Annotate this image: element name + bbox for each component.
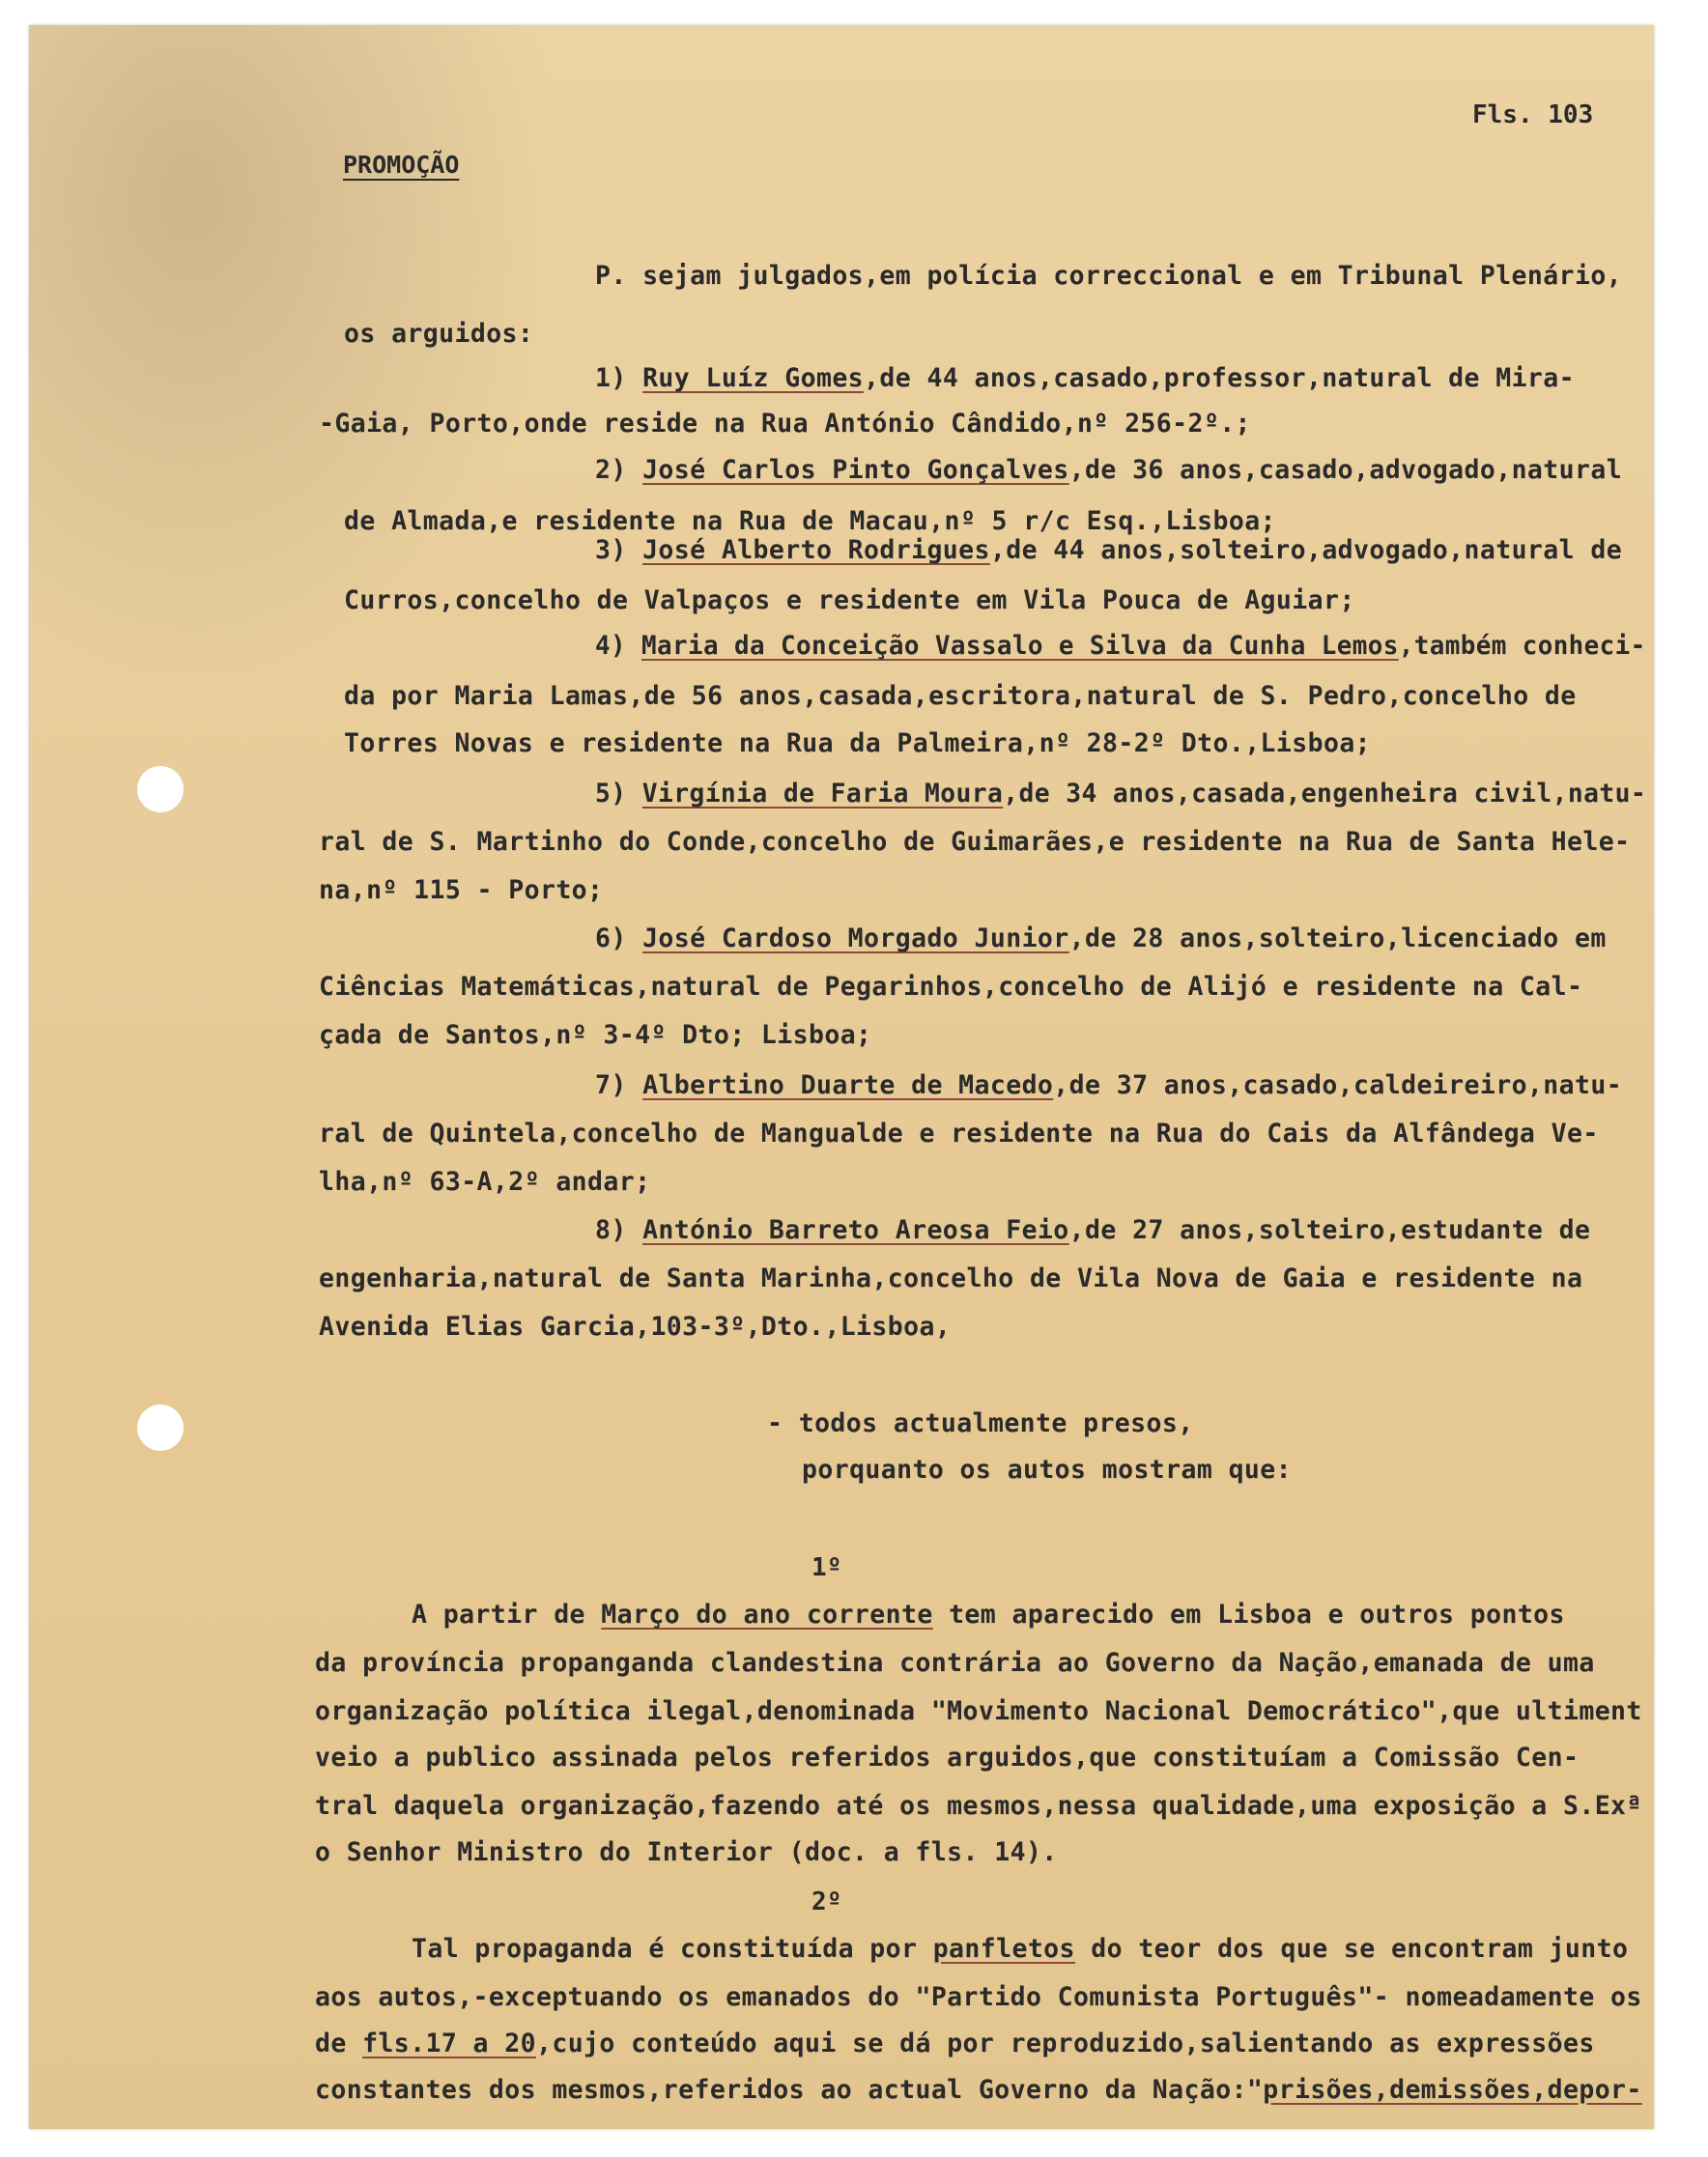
paragraph-line: constantes dos mesmos,referidos ao actual Governo da Nação:"prisões,demissões,depor- <box>315 2075 1642 2105</box>
defendant-entry: 8) António Barreto Areosa Feio,de 27 anos,solteiro,estudante de <box>595 1215 1591 1245</box>
paragraph-line: veio a publico assinada pelos referidos arguidos,que constituíam a Comissão Cen- <box>315 1743 1580 1773</box>
underlined-phrase: fls.17 a 20 <box>362 2029 536 2058</box>
defendant-entry: 6) José Cardoso Morgado Junior,de 28 anos,solteiro,licenciado em <box>595 923 1607 953</box>
paragraph-line: tral daquela organização,fazendo até os mesmos,nessa qualidade,uma exposição a S.Exª <box>315 1791 1642 1821</box>
punch-hole <box>137 766 184 812</box>
defendant-line: da por Maria Lamas,de 56 anos,casada,escritora,natural de S. Pedro,concelho de <box>344 681 1577 711</box>
section-number: 1º <box>811 1553 842 1582</box>
defendant-line: lha,nº 63-A,2º andar; <box>319 1167 651 1197</box>
defendant-line: ral de Quintela,concelho de Mangualde e residente na Rua do Cais da Alfândega Ve- <box>319 1119 1599 1149</box>
intro-line: os arguidos: <box>344 319 534 349</box>
defendant-line: -Gaia, Porto,onde reside na Rua António Cândido,nº 256-2º.; <box>319 409 1251 439</box>
paragraph-line: A partir de Março do ano corrente tem aparecido em Lisboa e outros pontos <box>412 1600 1565 1630</box>
defendant-entry: 2) José Carlos Pinto Gonçalves,de 36 anos,casado,advogado,natural <box>595 455 1623 485</box>
defendant-name: Albertino Duarte de Macedo <box>642 1070 1054 1100</box>
defendant-name: Maria da Conceição Vassalo e Silva da Cunha Lemos <box>640 631 1399 661</box>
closing-line: porquanto os autos mostram que: <box>802 1455 1292 1485</box>
defendant-line: Torres Novas e residente na Rua da Palmeira,nº 28-2º Dto.,Lisboa; <box>344 728 1372 758</box>
paragraph-line: da província propanganda clandestina contrária ao Governo da Nação,emanada de uma <box>315 1648 1595 1678</box>
defendant-name: António Barreto Areosa Feio <box>642 1215 1069 1245</box>
defendant-name: José Cardoso Morgado Junior <box>642 923 1069 953</box>
defendant-entry: 7) Albertino Duarte de Macedo,de 37 anos,casado,caldeireiro,natu- <box>595 1070 1623 1100</box>
defendant-line: çada de Santos,nº 3-4º Dto; Lisboa; <box>319 1020 872 1050</box>
document-heading: PROMOÇÃO <box>343 151 460 179</box>
document-page <box>29 25 1654 2129</box>
paragraph-line: organização política ilegal,denominada "Movimento Nacional Democrático",que ultiment <box>315 1696 1642 1726</box>
paragraph-line: aos autos,-exceptuando os emanados do "Partido Comunista Português"- nomeadamente os <box>315 1982 1642 2012</box>
defendant-name: José Alberto Rodrigues <box>642 535 990 565</box>
underlined-phrase: Março do ano corrente <box>601 1600 933 1630</box>
intro-line: P. sejam julgados,em polícia correccional e em Tribunal Plenário, <box>595 261 1623 291</box>
paragraph-line: o Senhor Ministro do Interior (doc. a fls. 14). <box>315 1837 1058 1867</box>
defendant-line: engenharia,natural de Santa Marinha,concelho de Vila Nova de Gaia e residente na <box>319 1263 1583 1293</box>
defendant-name: Ruy Luíz Gomes <box>642 363 865 393</box>
defendant-line: Ciências Matemáticas,natural de Pegarinhos,concelho de Alijó e residente na Cal- <box>319 972 1583 1002</box>
defendant-line: Curros,concelho de Valpaços e residente em Vila Pouca de Aguiar; <box>344 585 1355 615</box>
defendant-entry: 3) José Alberto Rodrigues,de 44 anos,solteiro,advogado,natural de <box>595 535 1623 565</box>
punch-hole <box>137 1405 184 1451</box>
paragraph-line: de fls.17 a 20,cujo conteúdo aqui se dá por reproduzido,salientando as expressões <box>315 2029 1595 2058</box>
defendant-name: Virgínia de Faria Moura <box>641 779 1004 809</box>
defendant-entry: 4) Maria da Conceição Vassalo e Silva da Cunha Lemos,também conheci- <box>595 631 1646 661</box>
section-number: 2º <box>811 1887 842 1916</box>
defendant-entry: 5) Virgínia de Faria Moura,de 34 anos,casada,engenheira civil,natu- <box>595 779 1647 809</box>
defendant-line: ral de S. Martinho do Conde,concelho de Guimarães,e residente na Rua de Santa Hele- <box>319 827 1631 857</box>
folio-number: Fls. 103 <box>1472 100 1594 129</box>
defendant-entry: 1) Ruy Luíz Gomes,de 44 anos,casado,professor,natural de Mira- <box>595 363 1575 393</box>
defendant-line: na,nº 115 - Porto; <box>319 875 604 905</box>
closing-line: - todos actualmente presos, <box>767 1408 1194 1438</box>
paragraph-line: Tal propaganda é constituída por panfletos do teor dos que se encontram junto <box>412 1934 1629 1964</box>
defendant-line: Avenida Elias Garcia,103-3º,Dto.,Lisboa, <box>319 1312 952 1342</box>
underlined-phrase: prisões,demissões,depor- <box>1263 2075 1642 2105</box>
underlined-phrase: panfletos <box>932 1934 1075 1964</box>
defendant-name: José Carlos Pinto Gonçalves <box>642 455 1069 485</box>
defendant-line: de Almada,e residente na Rua de Macau,nº 5 r/c Esq.,Lisboa; <box>344 506 1276 536</box>
